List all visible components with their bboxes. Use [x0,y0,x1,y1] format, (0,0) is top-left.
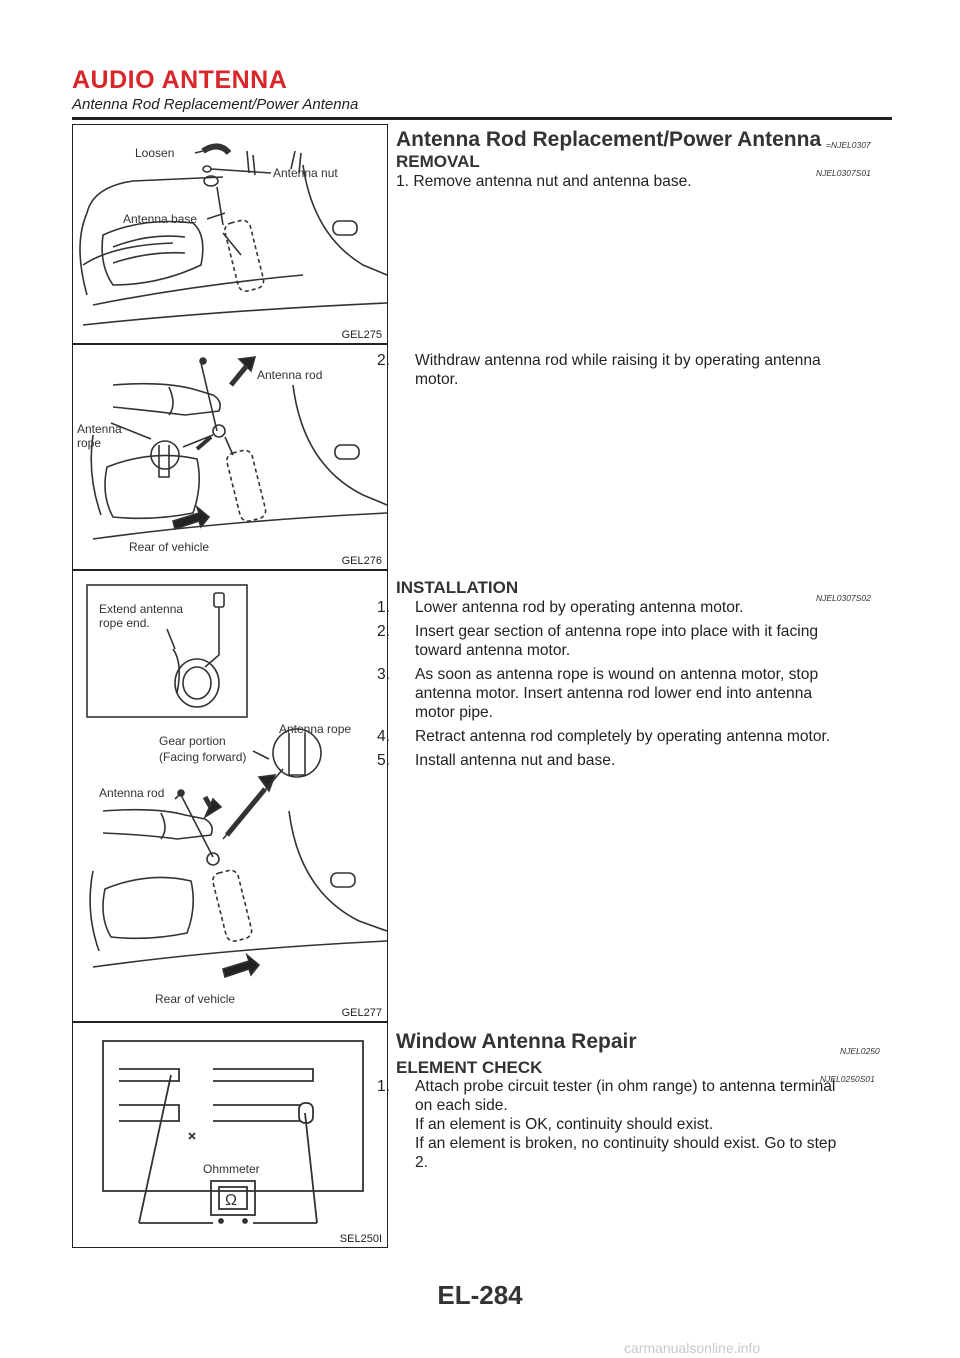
figure-gel276-illustration [73,345,388,570]
installation-step-1: 1. Lower antenna rod by operating antenna motor. [377,599,744,616]
ref-code: NJEL0250 [840,1046,880,1056]
page-number: EL-284 [437,1280,523,1310]
figure-gel275-illustration [73,125,388,344]
label-antenna-rod: Antenna rod [257,368,323,382]
figure-code: SEL250I [339,1233,382,1245]
installation-step-3: 3. As soon as antenna rope is wound on antenna motor, stop antenna motor. Insert antenna rod lower end into antenna motor pipe. [377,666,819,721]
removal-step-2: 2. Withdraw antenna rod while raising it by operating antenna motor. [377,352,821,388]
figure-sel250i [72,1022,388,1248]
ref-code: NJEL0307S02 [816,593,871,603]
heading-antenna-rod-replacement: Antenna Rod Replacement/Power Antenna [396,128,822,151]
ref-code: NJEL0307S01 [816,168,871,178]
figure-code: GEL276 [341,555,382,567]
ref-code: =NJEL0307 [826,140,871,150]
heading-removal: REMOVAL [396,152,480,171]
label-antenna-rod: Antenna rod [99,786,165,800]
ohm-symbol: Ω [225,1192,237,1209]
label-extend-antenna-1: Extend antenna [99,602,184,616]
installation-step-4: 4. Retract antenna rod completely by operating antenna motor. [377,728,831,745]
figure-gel276 [72,344,388,570]
heading-window-antenna-repair: Window Antenna Repair [396,1030,637,1053]
figure-code: GEL275 [341,329,382,341]
heading-element-check: ELEMENT CHECK [396,1058,543,1077]
label-loosen: Loosen [135,146,175,160]
label-gear-portion-2: (Facing forward) [159,750,247,764]
section-subtitle: Antenna Rod Replacement/Power Antenna [72,96,359,113]
removal-step-1: 1. Remove antenna nut and antenna base. [396,173,692,190]
heading-installation: INSTALLATION [396,578,519,597]
figure-gel275 [72,124,388,344]
installation-step-2: 2. Insert gear section of antenna rope into place with it facing toward antenna motor. [377,623,819,659]
header-rule [72,117,892,120]
section-title: AUDIO ANTENNA [72,66,288,94]
figure-sel250i-illustration [73,1023,388,1248]
label-antenna-base: Antenna base [123,212,198,226]
label-antenna-rope: Antenna rope [279,722,352,736]
label-antenna-rope-2: rope [77,436,102,450]
label-extend-antenna-2: rope end. [99,616,150,630]
ref-code: NJEL0250S01 [820,1074,875,1084]
label-ohmmeter: Ohmmeter [203,1162,260,1176]
figure-gel277-illustration [73,571,388,1022]
figure-code: GEL277 [341,1007,382,1019]
installation-step-5: 5. Install antenna nut and base. [377,752,616,769]
label-gear-portion-1: Gear portion [159,734,226,748]
installation-steps [377,598,892,770]
label-antenna-rope-1: Antenna [77,422,122,436]
label-rear-of-vehicle: Rear of vehicle [155,992,236,1006]
label-antenna-nut: Antenna nut [273,166,338,180]
element-check-step-1: 1. Attach probe circuit tester (in ohm range) to antenna terminal on each side. If an element is OK, continuity should exist. If an element is broken, no continuity should exist. Go to step 2. [377,1078,837,1171]
label-rear-of-vehicle: Rear of vehicle [129,540,210,554]
figure-gel277 [72,570,388,1022]
watermark: carmanualsonline.info [624,1340,761,1356]
